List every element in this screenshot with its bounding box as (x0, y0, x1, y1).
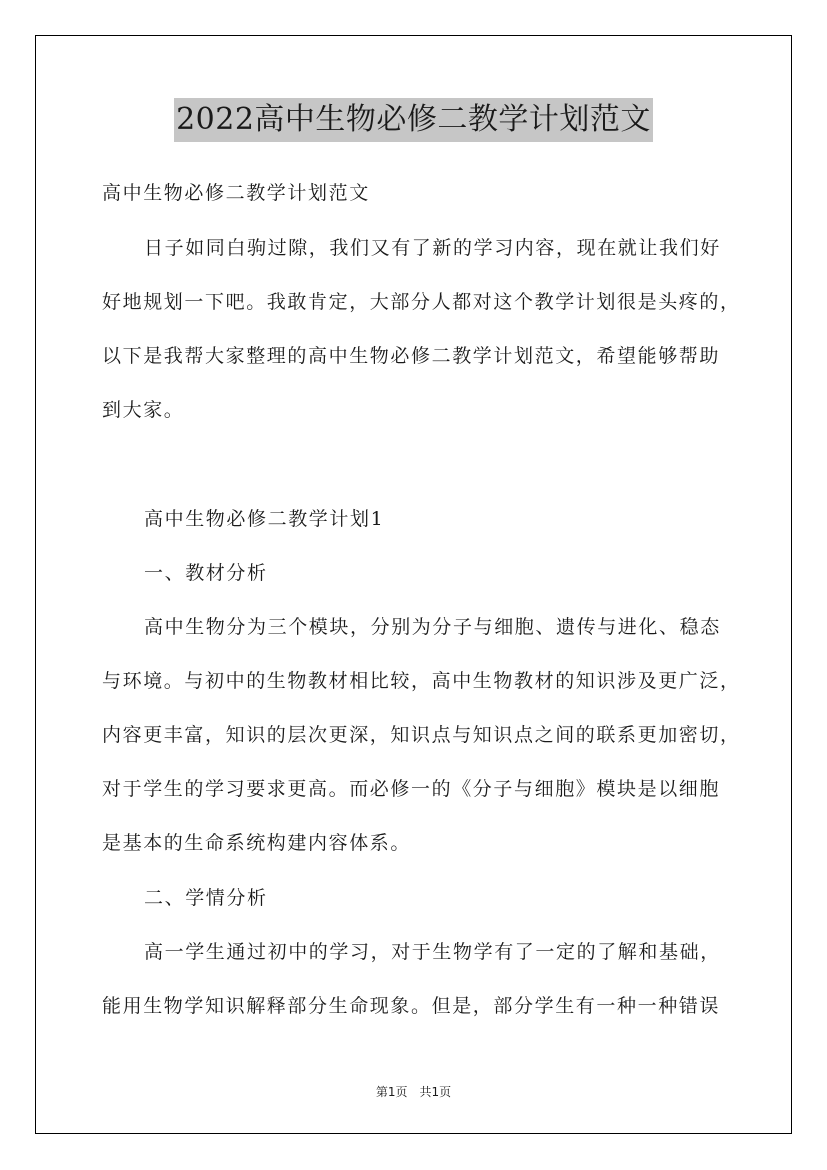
document-subtitle: 高中生物必修二教学计划范文 (102, 182, 370, 204)
section2-line-2: 能用生物学知识解释部分生命现象。但是，部分学生有一种一种错误 (102, 995, 721, 1017)
intro-line-1: 日子如同白驹过隙，我们又有了新的学习内容，现在就让我们好 (144, 237, 721, 259)
section1-line-5: 是基本的生命系统构建内容体系。 (102, 832, 412, 854)
intro-line-2: 好地规划一下吧。我敢肯定，大部分人都对这个教学计划很是头疼的， (102, 291, 741, 313)
intro-line-4: 到大家。 (102, 399, 185, 421)
plan-heading: 高中生物必修二教学计划1 (144, 508, 385, 530)
intro-line-3: 以下是我帮大家整理的高中生物必修二教学计划范文，希望能够帮助 (102, 345, 721, 367)
section1-line-2: 与环境。与初中的生物教材相比较，高中生物教材的知识涉及更广泛， (102, 670, 741, 692)
section1-line-3: 内容更丰富，知识的层次更深，知识点与知识点之间的联系更加密切， (102, 724, 741, 746)
section2-line-1: 高一学生通过初中的学习，对于生物学有了一定的了解和基础， (144, 941, 721, 963)
section2-heading: 二、学情分析 (144, 887, 268, 909)
document-title: 2022高中生物必修二教学计划范文 (174, 98, 653, 142)
section1-line-4: 对于学生的学习要求更高。而必修一的《分子与细胞》模块是以细胞 (102, 778, 721, 800)
section1-heading: 一、教材分析 (144, 562, 268, 584)
section1-line-1: 高中生物分为三个模块，分别为分子与细胞、遗传与进化、稳态 (144, 616, 721, 638)
page-number-footer: 第1页 共1页 (375, 1085, 452, 1099)
